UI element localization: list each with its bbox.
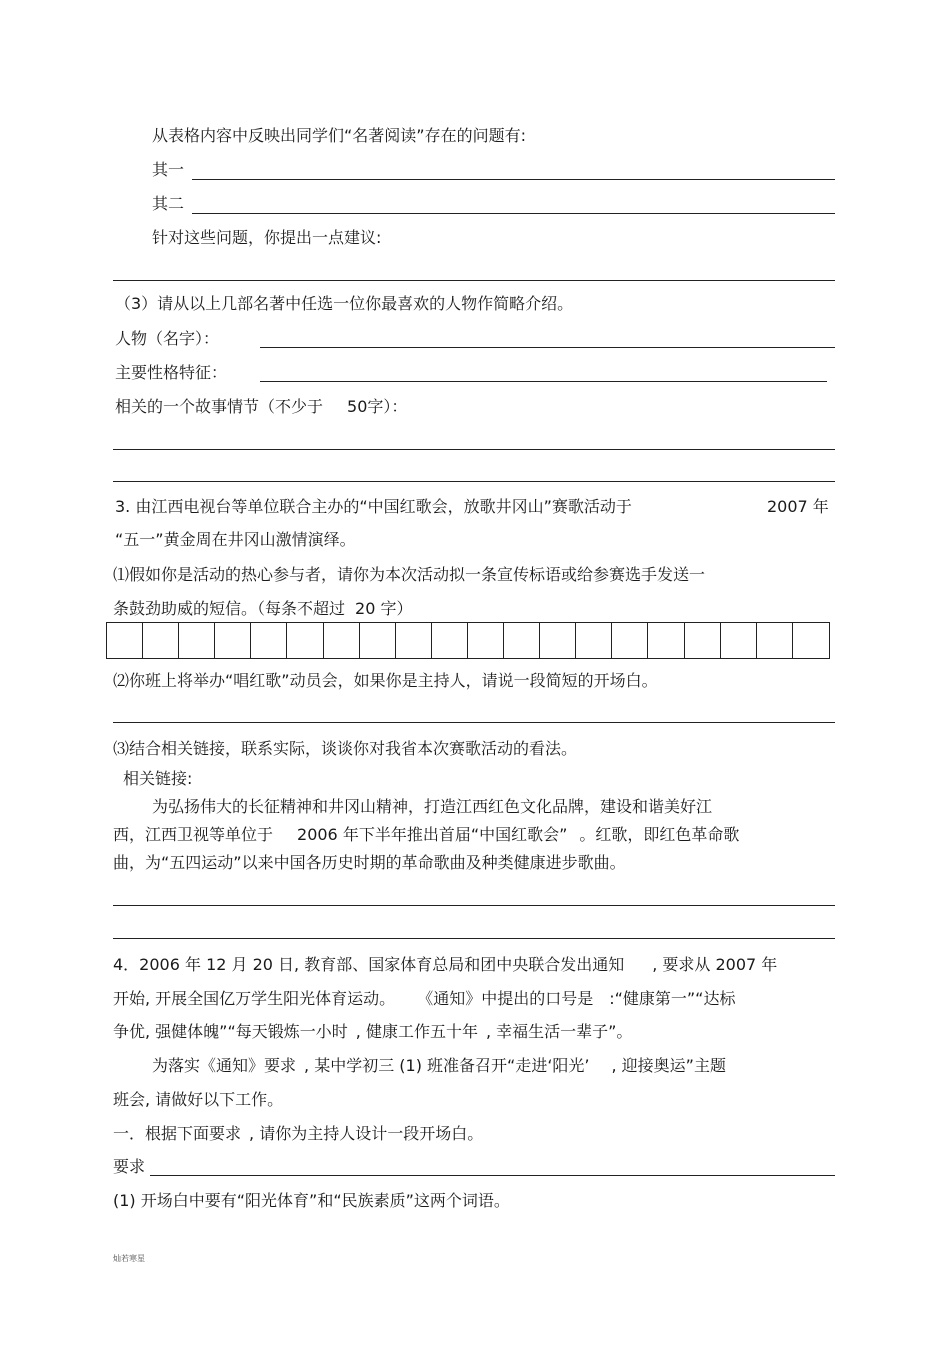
grid-cell[interactable]	[396, 623, 432, 658]
q4-line-5: 班会, 请做好以下工作。	[113, 1090, 284, 1109]
grid-cell[interactable]	[540, 623, 576, 658]
q4-line-2-part-2: 《通知》中提出的口号是	[417, 989, 594, 1008]
q4-line-2-part-1: 开始, 开展全国亿万学生阳光体育运动。	[113, 989, 396, 1008]
story-line-1[interactable]	[113, 449, 835, 450]
grid-cell[interactable]	[215, 623, 251, 658]
link-line-2-part-3: 。红歌，即红色革命歌	[579, 825, 740, 844]
story-label	[115, 397, 407, 417]
story-label-part-2: 字）：	[367, 397, 408, 416]
q4-line-4-part-2: , 某中学初三 (1) 班准备召开“走进‘阳光’	[304, 1056, 590, 1075]
grid-cell[interactable]	[612, 623, 648, 658]
grid-cell[interactable]	[648, 623, 684, 658]
grid-cell[interactable]	[757, 623, 793, 658]
suggestion-prompt: 针对这些问题，你提出一点建议:	[152, 228, 382, 247]
q4-line-4-part-3: , 迎接奥运”主题	[611, 1056, 726, 1075]
grid-cell[interactable]	[360, 623, 396, 658]
link-line-2	[113, 825, 739, 845]
q4-line-3-part-1: 争优, 强健体魄”“每天锻炼一小时	[113, 1022, 348, 1041]
story-line-2[interactable]	[113, 481, 835, 482]
grid-cell[interactable]	[143, 623, 179, 658]
grid-cell[interactable]	[251, 623, 287, 658]
q3-line-2: “五一”黄金周在井冈山激情演绎。	[115, 530, 356, 549]
answer-line-1[interactable]	[192, 179, 835, 180]
q4-line-4-part-1: 为落实《通知》要求	[152, 1056, 297, 1075]
grid-cell[interactable]	[468, 623, 504, 658]
q4-line-2	[113, 989, 735, 1009]
footer-watermark: 灿若寒星	[113, 1254, 145, 1263]
grid-cell[interactable]	[576, 623, 612, 658]
q3-sub3: ⑶结合相关链接，联系实际，谈谈你对我省本次赛歌活动的看法。	[113, 739, 578, 758]
problem-item-2-label: 其二	[152, 194, 185, 213]
grid-cell[interactable]	[721, 623, 757, 658]
grid-cell[interactable]	[324, 623, 360, 658]
q4-line-3-part-2: , 健康工作五十年	[355, 1022, 478, 1041]
link-title: 相关链接:	[123, 769, 193, 788]
q3-sub2-line[interactable]	[113, 722, 835, 723]
q3-line-1-year: 2007 年	[767, 497, 829, 516]
q3-sub1-part-2: 20 字）	[355, 599, 413, 618]
q4-line-6-part-1: 一．根据下面要求	[113, 1124, 242, 1143]
problem-item-1-label: 其一	[152, 160, 185, 179]
character-prompt: （3）请从以上几部名著中任选一位你最喜欢的人物作简略介绍。	[115, 294, 574, 313]
q4-line-6-part-2: , 请你为主持人设计一段开场白。	[249, 1124, 484, 1143]
grid-cell[interactable]	[432, 623, 468, 658]
q4-line-1-part-1: 4．2006 年 12 月 20 日, 教育部、国家体育总局和团中央联合发出通知	[113, 955, 625, 974]
link-line-2-part-1: 西，江西卫视等单位于	[113, 825, 274, 844]
link-line-3: 曲，为“五四运动”以来中国各历史时期的革命歌曲及种类健康进步歌曲。	[113, 853, 626, 872]
character-name-line[interactable]	[260, 347, 835, 348]
q3-sub2: ⑵你班上将举办“唱红歌”动员会，如果你是主持人，请说一段简短的开场白。	[113, 671, 658, 690]
q3-sub3-line-2[interactable]	[113, 938, 835, 939]
q4-requirement-1: (1) 开场白中要有“阳光体育”和“民族素质”这两个词语。	[113, 1191, 510, 1210]
q4-line-6	[113, 1124, 483, 1144]
q3-sub1-line-1: ⑴假如你是活动的热心参与者，请你为本次活动拟一条宣传标语或给参赛选手发送一	[113, 565, 706, 584]
grid-cell[interactable]	[107, 623, 143, 658]
answer-line-suggestion[interactable]	[113, 280, 835, 281]
link-line-1: 为弘扬伟大的长征精神和井冈山精神，打造江西红色文化品牌，建设和谐美好江	[152, 797, 713, 816]
q3-line-1: 3. 由江西电视台等单位联合主办的“中国红歌会，放歌井冈山”赛歌活动于	[115, 497, 632, 516]
q3-sub1-part-1: 条鼓劲助威的短信。（每条不超过	[113, 599, 346, 618]
q4-line-2-part-3: :“健康第一”“达标	[609, 989, 736, 1008]
grid-cell[interactable]	[287, 623, 323, 658]
character-traits-label: 主要性格特征：	[115, 363, 228, 382]
q4-requirement-line[interactable]	[150, 1175, 835, 1176]
answer-grid[interactable]	[106, 622, 830, 659]
link-line-2-part-2: 2006 年下半年推出首届“中国红歌会”	[297, 825, 568, 844]
grid-cell[interactable]	[504, 623, 540, 658]
character-traits-line[interactable]	[260, 381, 827, 382]
q4-line-3-part-3: , 幸福生活一辈子”。	[485, 1022, 633, 1041]
story-word-count: 50	[347, 397, 368, 416]
character-name-label: 人物（名字）：	[115, 329, 220, 348]
q4-line-3	[113, 1022, 632, 1042]
q3-sub1-line-2	[113, 599, 412, 619]
q4-line-1-part-2: , 要求从 2007 年	[652, 955, 778, 974]
grid-cell[interactable]	[793, 623, 829, 658]
problem-intro: 从表格内容中反映出同学们“名著阅读”存在的问题有:	[152, 126, 526, 145]
answer-line-2[interactable]	[192, 213, 835, 214]
q4-requirement-label: 要求	[113, 1157, 146, 1176]
q4-line-1	[113, 955, 777, 975]
grid-cell[interactable]	[179, 623, 215, 658]
story-label-part-1: 相关的一个故事情节（不少于	[115, 397, 324, 416]
q4-line-4	[152, 1056, 726, 1076]
grid-cell[interactable]	[685, 623, 721, 658]
q3-sub3-line-1[interactable]	[113, 905, 835, 906]
